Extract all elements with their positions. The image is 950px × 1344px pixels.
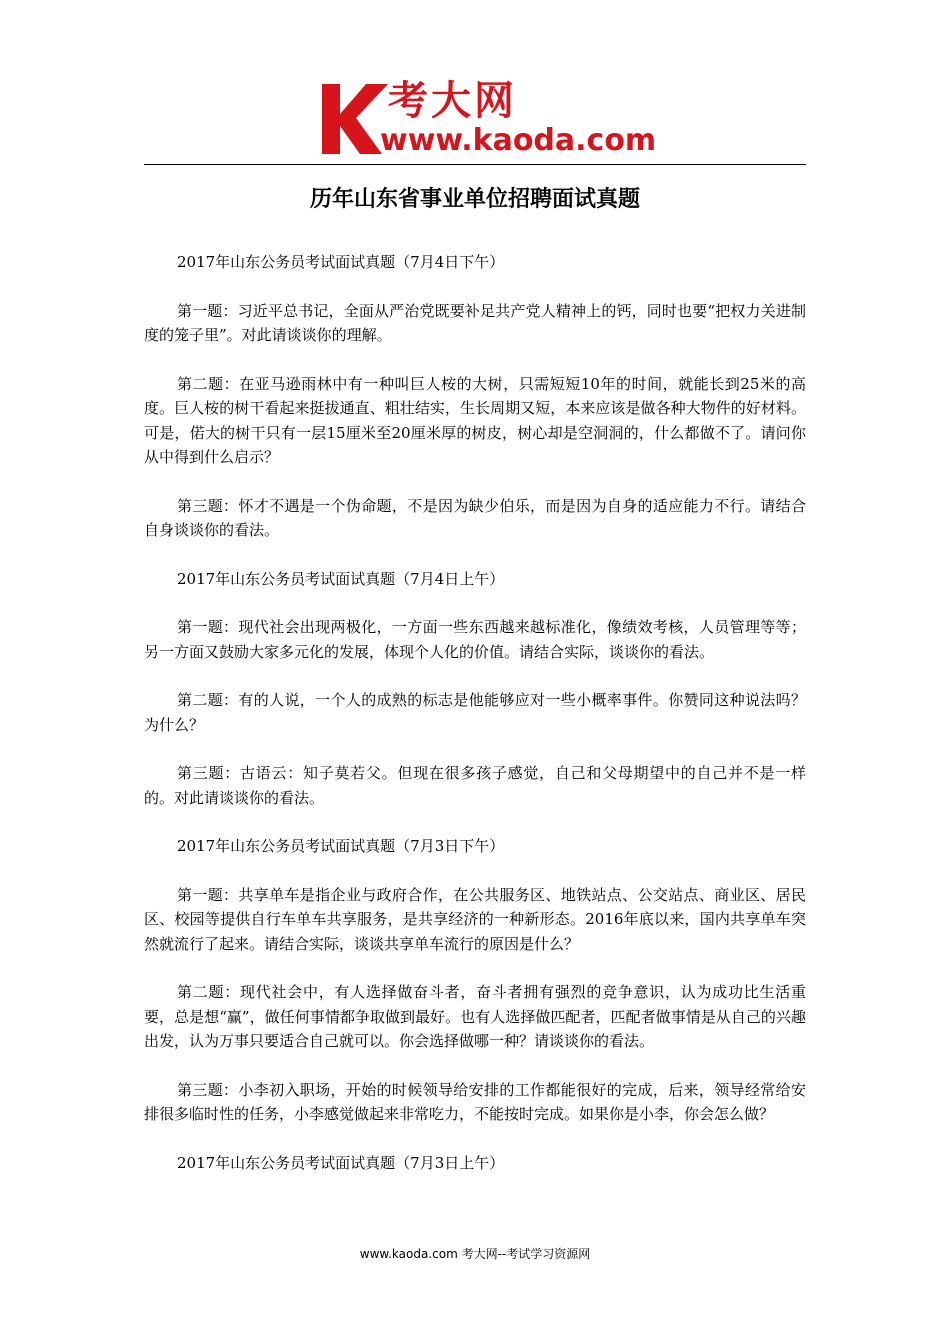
question-paragraph: 第二题：有的人说，一个人的成熟的标志是他能够应对一些小概率事件。你赞同这种说法吗？为什么？ — [144, 691, 806, 734]
section-heading: 2017年山东公务员考试面试真题（7月3日上午） — [177, 1153, 505, 1172]
logo-url-text: www.kaoda.com — [380, 123, 657, 158]
page-footer: www.kaoda.com 考大网--考试学习资源网 — [359, 1247, 591, 1261]
question-paragraph: 第三题：怀才不遇是一个伪命题，不是因为缺少伯乐，而是因为自身的适应能力不行。请结合自身谈谈你的看法。 — [144, 496, 806, 539]
question-paragraph: 第一题：习近平总书记，全面从严治党既要补足共产党人精神上的钙，同时也要“把权力关进制度的笼子里”。对此请谈谈你的理解。 — [144, 301, 806, 344]
question-paragraph: 第二题：在亚马逊雨林中有一种叫巨人桉的大树，只需短短10年的时间，就能长到25米的高度。巨人桉的树干看起来挺拔通直、粗壮结实，生长周期又短，本来应该是做各种大物件的好材料。可是，偌大的树干只有一层15厘米至20厘米厚的树皮，树心却是空洞洞的，什么都做不了。请问你从中得到什么启示？ — [144, 374, 806, 466]
question-paragraph: 第三题：小李初入职场，开始的时候领导给安排的工作都能很好的完成，后来，领导经常给安排很多临时性的任务，小李感觉做起来非常吃力，不能按时完成。如果你是小李，你会怎么做？ — [144, 1080, 806, 1123]
header-divider — [144, 164, 806, 165]
question-paragraph: 第一题：现代社会出现两极化，一方面一些东西越来越标准化，像绩效考核，人员管理等等；另一方面又鼓励大家多元化的发展，体现个人化的价值。请结合实际，谈谈你的看法。 — [144, 618, 806, 661]
document-title: 历年山东省事业单位招聘面试真题 — [309, 187, 640, 212]
document-body — [144, 250, 806, 1199]
question-paragraph: 第三题：古语云：知子莫若父。但现在很多孩子感觉，自己和父母期望中的自己并不是一样的。对此请谈谈你的看法。 — [144, 764, 806, 807]
section-heading: 2017年山东公务员考试面试真题（7月4日上午） — [177, 569, 505, 588]
question-paragraph: 第一题：共享单车是指企业与政府合作，在公共服务区、地铁站点、公交站点、商业区、居民区、校园等提供自行车单车共享服务，是共享经济的一种新形态。2016年底以来，国内共享单车突然就流行了起来。请结合实际，谈谈共享单车流行的原因是什么？ — [144, 885, 806, 953]
section-heading: 2017年山东公务员考试面试真题（7月3日下午） — [177, 837, 505, 855]
section-heading: 2017年山东公务员考试面试真题（7月4日下午） — [177, 253, 505, 271]
question-paragraph: 第二题：现代社会中，有人选择做奋斗者，奋斗者拥有强烈的竞争意识，认为成功比生活重要，总是想“赢”，做任何事情都争取做到最好。也有人选择做匹配者，匹配者做事情是从自己的兴趣出发，认为万事只要适合自己就可以。你会选择做哪一种？请谈谈你的看法。 — [144, 983, 806, 1050]
logo-chinese-text: 考大网 — [388, 78, 517, 124]
site-logo — [316, 78, 657, 158]
